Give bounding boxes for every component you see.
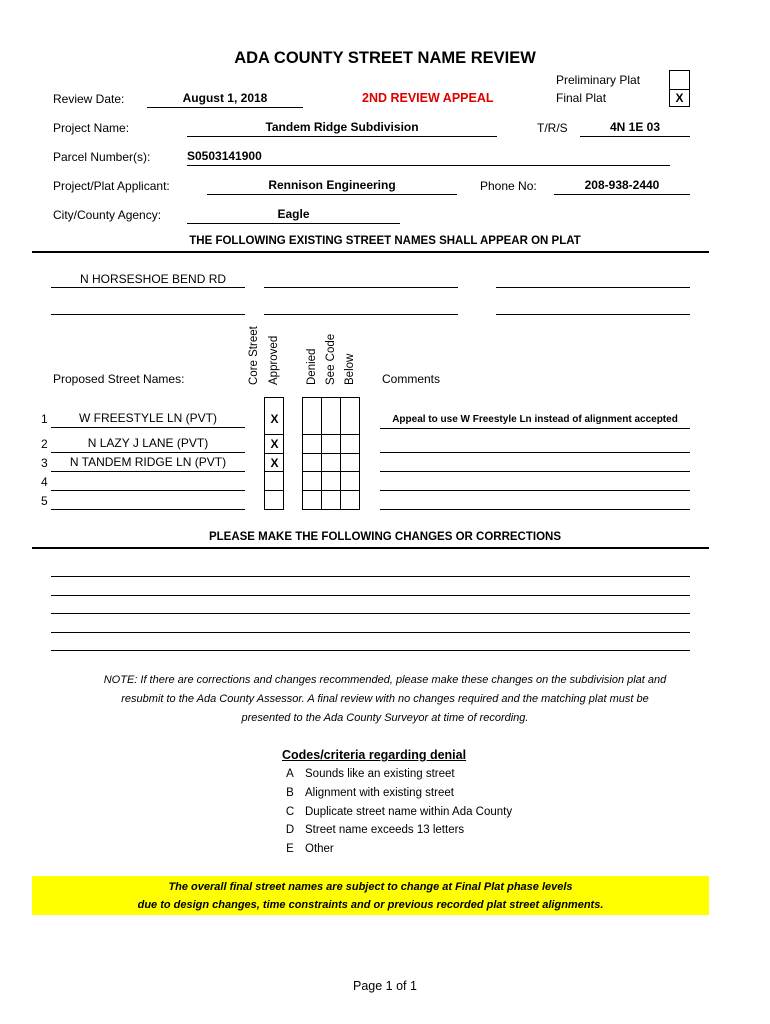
grid-row-line [302, 434, 360, 435]
note-line-1: NOTE: If there are corrections and changes recommended, please make these changes on the subdivision plat and [103, 674, 667, 686]
code-text: Duplicate street name within Ada County [305, 806, 513, 818]
code-text: Other [305, 843, 334, 855]
code-letter: E [286, 843, 294, 855]
col-core-street: Core Street [248, 326, 260, 385]
comment-3[interactable] [380, 455, 690, 472]
codes-heading: Codes/criteria regarding denial [282, 748, 467, 762]
comment-5[interactable] [380, 493, 690, 510]
trs-field[interactable]: 4N 1E 03 [580, 120, 690, 137]
final-plat-label: Final Plat [556, 91, 607, 105]
divider [32, 547, 709, 549]
existing-name-1[interactable]: N HORSESHOE BEND RD [80, 272, 227, 286]
phone-label: Phone No: [480, 179, 537, 193]
code-letter: C [285, 806, 295, 818]
comment-2[interactable] [380, 436, 690, 453]
col-approved: Approved [268, 335, 280, 385]
col-below: Below [344, 353, 356, 385]
code-letter: A [286, 768, 294, 780]
parcel-field[interactable]: S0503141900 [187, 149, 670, 166]
existing-line [496, 314, 690, 315]
final-plat-checkbox[interactable] [669, 89, 690, 107]
appeal-label: 2ND REVIEW APPEAL [362, 91, 494, 105]
agency-field[interactable]: Eagle [187, 207, 400, 224]
changes-line[interactable] [51, 632, 690, 633]
changes-line[interactable] [51, 650, 690, 651]
grid-row-line [264, 490, 284, 491]
preliminary-plat-label: Preliminary Plat [556, 73, 641, 87]
comment-1[interactable]: Appeal to use W Freestyle Ln instead of alignment accepted [380, 412, 690, 429]
row-number: 3 [41, 456, 48, 470]
grid-row-line [302, 490, 360, 491]
banner-line-1: The overall final street names are subject to change at Final Plat phase levels [168, 881, 573, 893]
proposed-name-2[interactable]: N LAZY J LANE (PVT) [51, 436, 245, 453]
changes-line[interactable] [51, 595, 690, 596]
grid-row-line [302, 471, 360, 472]
grid-row-line [264, 453, 284, 454]
existing-line [264, 314, 458, 315]
code-letter: D [285, 824, 295, 836]
row-number: 4 [41, 475, 48, 489]
existing-line [51, 287, 245, 288]
review-date-label: Review Date: [53, 92, 125, 106]
page-title: ADA COUNTY STREET NAME REVIEW [234, 49, 536, 67]
parcel-label: Parcel Number(s): [53, 150, 151, 164]
existing-line [264, 287, 458, 288]
col-denied: Denied [306, 348, 318, 385]
page-number: Page 1 of 1 [353, 979, 417, 993]
existing-line [496, 287, 690, 288]
banner-line-2: due to design changes, time constraints and or previous recorded plat street alignments. [137, 899, 604, 911]
code-letter: B [286, 787, 294, 799]
comments-label: Comments [382, 372, 441, 386]
code-text: Street name exceeds 13 letters [305, 824, 465, 836]
note-line-3: presented to the Ada County Surveyor at time of recording. [241, 712, 529, 724]
project-name-field[interactable]: Tandem Ridge Subdivision [187, 120, 497, 137]
applicant-label: Project/Plat Applicant: [53, 179, 170, 193]
agency-label: City/County Agency: [53, 208, 162, 222]
col-see-code: See Code [325, 333, 337, 385]
approved-mark-1[interactable]: X [270, 412, 279, 426]
note-line-2: resubmit to the Ada County Assessor. A final review with no changes required and the matching plat must be [121, 693, 649, 705]
changes-heading: PLEASE MAKE THE FOLLOWING CHANGES OR CORRECTIONS [208, 531, 562, 543]
changes-line[interactable] [51, 613, 690, 614]
code-text: Sounds like an existing street [305, 768, 455, 780]
preliminary-plat-checkbox[interactable] [669, 70, 690, 90]
grid-row-line [264, 434, 284, 435]
proposed-label: Proposed Street Names: [53, 372, 185, 386]
row-number: 5 [41, 494, 48, 508]
proposed-name-3[interactable]: N TANDEM RIDGE LN (PVT) [51, 455, 245, 472]
phone-field[interactable]: 208-938-2440 [554, 178, 690, 195]
existing-line [51, 314, 245, 315]
row-number: 2 [41, 437, 48, 451]
proposed-name-4[interactable] [51, 474, 245, 491]
proposed-name-1[interactable]: W FREESTYLE LN (PVT) [51, 411, 245, 428]
existing-heading: THE FOLLOWING EXISTING STREET NAMES SHALL APPEAR ON PLAT [189, 235, 581, 247]
final-plat-mark: X [675, 91, 684, 105]
approved-mark-2[interactable]: X [270, 437, 279, 451]
applicant-field[interactable]: Rennison Engineering [207, 178, 457, 195]
code-text: Alignment with existing street [305, 787, 454, 799]
changes-line[interactable] [51, 576, 690, 577]
notice-banner [32, 876, 709, 915]
row-number: 1 [41, 412, 48, 426]
trs-label: T/R/S [537, 121, 568, 135]
proposed-name-5[interactable] [51, 493, 245, 510]
approved-mark-3[interactable]: X [270, 456, 279, 470]
divider [32, 251, 709, 253]
project-name-label: Project Name: [53, 121, 130, 135]
grid-row-line [302, 453, 360, 454]
review-date-field[interactable]: August 1, 2018 [147, 91, 303, 108]
grid-row-line [264, 471, 284, 472]
comment-4[interactable] [380, 474, 690, 491]
